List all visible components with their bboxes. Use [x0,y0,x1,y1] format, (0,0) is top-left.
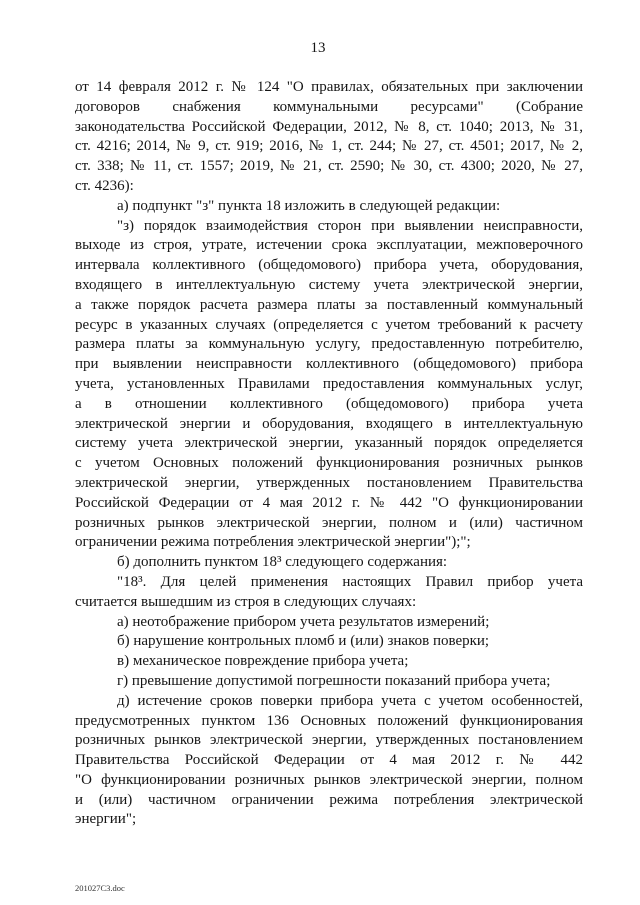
text-line: от 14 февраля 2012 г. № 124 "О правилах, обязательных при заключении [75,79,583,95]
text-line: б) нарушение контрольных пломб и (или) знаков поверки; [117,633,490,650]
text-line: ст. 338; № 11, ст. 1557; 2019, № 21, ст. 2590; № 30, ст. 4300; 2020, № 27, [75,158,583,175]
text-line: считается вышедшим из строя в следующих случаях: [75,593,417,610]
text-line: с учетом Основных положений функционирования розничных рынков [75,455,583,472]
list-item-g [75,672,583,692]
text-line: ст. 4216; 2014, № 9, ст. 919; 2016, № 1, ст. 244; № 27, ст. 4501; 2017, № 2, [75,138,583,155]
text-line: "О функционировании розничных рынков электрической энергии, полном [75,771,583,788]
text-line: Российской Федерации от 4 мая 2012 г. № 442 "О функционировании [75,494,583,511]
text-line: интервала коллективного (общедомового) прибора учета, оборудования, [75,257,583,274]
text-line: и (или) частичном ограничении режима потребления электрической [75,791,583,808]
text-line: размера платы за коммунальную услугу, предоставленную потребителю, [75,336,583,353]
text-line: а) подпункт "з" пункта 18 изложить в следующей редакции: [117,197,501,214]
text-line: д) истечение сроков поверки прибора учета с учетом особенностей, [117,692,583,709]
text-line: розничных рынков электрической энергии, утвержденных постановлением [75,732,583,749]
text-line: "18³. Для целей применения настоящих Правил прибор учета [117,573,583,590]
text-line: электрической энергии и оборудования, входящего в интеллектуальную [75,415,583,432]
list-item-v [75,652,583,672]
text-line: а) неотображение прибором учета результатов измерений; [117,613,490,630]
text-line: розничных рынков электрической энергии, полном и (или) частичном [75,514,583,531]
list-item-b [75,632,583,652]
text-line: г) превышение допустимой погрешности показаний прибора учета; [117,672,551,689]
paragraph-citation-continuation [75,78,583,197]
text-line: "з) порядок взаимодействия сторон при выявлении неисправности, [117,217,583,234]
text-line: энергии"; [75,811,137,828]
text-line: ограничении режима потребления электрической энергии");"; [75,534,471,551]
text-line: учета, установленных Правилами предоставления коммунальных услуг, [75,375,583,392]
text-line: законодательства Российской Федерации, 2012, № 8, ст. 1040; 2013, № 31, [75,118,583,135]
text-line: а в отношении коллективного (общедомового) прибора учета [75,395,583,412]
paragraph-item-z-wording [75,217,583,554]
text-line: а также порядок расчета размера платы за поставленный коммунальный [75,296,583,313]
text-line: б) дополнить пунктом 18³ следующего содержания: [117,554,448,571]
text-line: электрической энергии, утвержденных постановлением Правительства [75,474,583,491]
text-line: систему учета электрической энергии, указанный порядок определяется [75,435,583,452]
paragraph-subclause-b [75,553,583,573]
text-line: входящего в интеллектуальную систему учета электрической энергии, [75,276,583,293]
text-line: Правительства Российской Федерации от 4 мая 2012 г. № 442 [75,752,583,769]
file-name-footer: 201027C3.doc [75,883,125,893]
text-line: в) механическое повреждение прибора учета; [117,653,409,670]
text-line: при выявлении неисправности коллективного (общедомового) прибора [75,356,583,373]
list-item-a [75,613,583,633]
document-body [75,78,583,830]
paragraph-subclause-a [75,197,583,217]
text-line: ст. 4236): [75,177,134,194]
text-line: выходе из строя, утрате, истечении срока эксплуатации, межповерочного [75,237,583,254]
text-line: договоров снабжения коммунальными ресурсами" (Собрание [75,98,583,115]
page-number: 13 [310,40,326,56]
paragraph-item-18-3-intro [75,573,583,613]
text-line: ресурс в указанных случаях (определяется с учетом требований к расчету [75,316,583,333]
list-item-d [75,692,583,831]
text-line: предусмотренных пунктом 136 Основных положений функционирования [75,712,583,729]
